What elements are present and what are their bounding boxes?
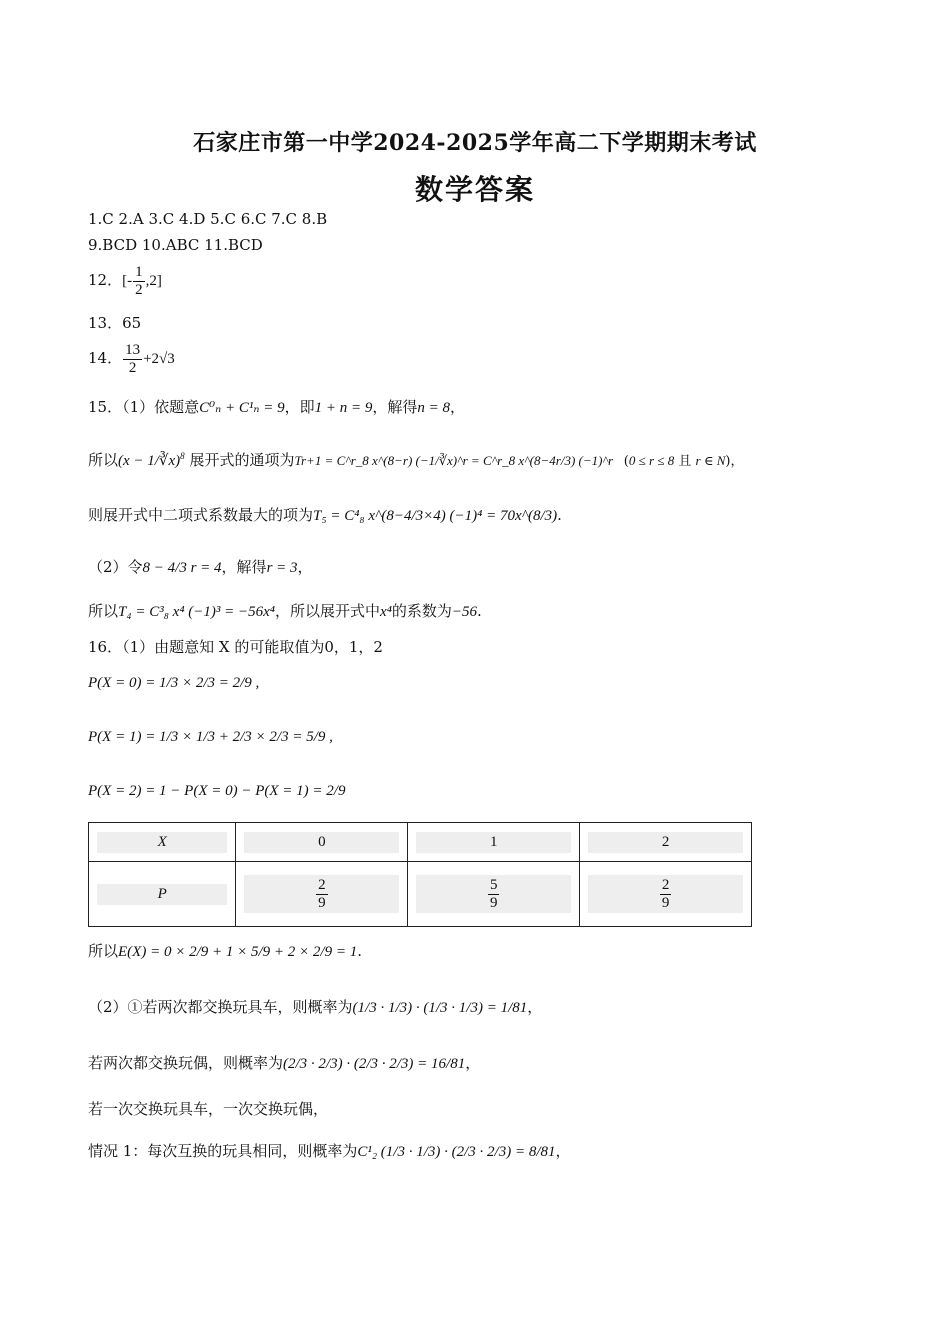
- table-header-cell: [89, 823, 236, 862]
- q15-text: ，解得: [372, 398, 418, 416]
- answer-12-pre: [-: [122, 273, 133, 289]
- q15-power: x⁴: [380, 604, 392, 620]
- q15-text: ，: [449, 398, 465, 416]
- mc-answers-line-1: 1.C 2.A 3.C 4.D 5.C 6.C 7.C 8.B: [88, 210, 328, 228]
- q15-coefficient: −56: [451, 604, 478, 620]
- q15-equation: 8 − 4/3 r = 4: [142, 560, 222, 576]
- q15-text: ，所以展开式中: [275, 602, 381, 620]
- fraction-denominator: 2: [135, 281, 143, 298]
- answer-12-label: 12．: [88, 271, 123, 289]
- q15-general-term: Tr+1 = C^r_8 x^(8−r) (−1/∛x)^r = C^r_8 x^(8−4r/3) (−1)^r: [294, 453, 614, 468]
- table-header-value: 1: [416, 832, 571, 853]
- q16-formula: (1/3 · 1/3) · (1/3 · 1/3) = 1/81: [352, 1000, 528, 1016]
- fraction-numerator: 2: [318, 877, 326, 893]
- document-title: 石家庄市第一中学2024-2025学年高二下学期期末考试: [193, 130, 757, 156]
- q16-formula: C¹₂ (1/3 · 1/3) · (2/3 · 2/3) = 8/81: [357, 1144, 556, 1160]
- table-cell: [236, 862, 408, 927]
- table-header-cell: [236, 823, 408, 862]
- answer-12-post: ,2]: [145, 273, 162, 289]
- q15-formula: 1 + n = 9: [314, 400, 373, 416]
- q15-formula: C⁰ₙ + C¹ₙ = 9: [199, 400, 285, 416]
- q15-text: ，即: [284, 398, 315, 416]
- q15-text: 15．（1）依题意: [88, 398, 200, 416]
- answer-14-label: 14．: [88, 349, 123, 367]
- table-header-row: [89, 823, 752, 862]
- q15-text: ，解得: [221, 558, 267, 576]
- mc-answers-line-2: 9.BCD 10.ABC 11.BCD: [88, 236, 263, 254]
- q16-part2-line-4: [88, 1144, 571, 1160]
- table-header-value: 2: [588, 832, 743, 853]
- q15-line-1: [88, 400, 465, 416]
- q16-part2-line-3: 若一次交换玩具车，一次交换玩偶，: [88, 1100, 329, 1118]
- q16-part2-line-2: [88, 1056, 480, 1072]
- q15-text: 则展开式中二项式系数最大的项为: [88, 506, 314, 524]
- answer-14: [88, 342, 175, 376]
- table-header-x: X: [97, 832, 227, 853]
- q15-text: 的系数为: [391, 602, 452, 620]
- answer-14-post: +2√3: [143, 351, 175, 367]
- q16-expectation: [88, 944, 362, 960]
- q15-condition: (0 ≤ r ≤ 8 且 r ∈ N)，: [623, 453, 744, 469]
- q15-text: 展开式的通项为: [189, 451, 295, 469]
- q15-max-term: T₅ = C⁴₈ x^(8−4/3×4) (−1)⁴ = 70x^(8/3): [313, 508, 558, 524]
- q16-text: （2）①若两次都交换玩具车，则概率为: [88, 998, 353, 1016]
- q15-text: 所以: [88, 451, 119, 469]
- q15-term-4: T₄ = C³₈ x⁴ (−1)³ = −56x⁴: [118, 604, 276, 620]
- table-header-value: 0: [244, 832, 399, 853]
- q15-text: 所以: [88, 602, 119, 620]
- distribution-table: [88, 822, 752, 927]
- q15-condition-and: 且: [678, 454, 692, 469]
- answer-13: 13．65: [88, 314, 142, 332]
- q15-text: ，: [297, 558, 313, 576]
- q15-text: .: [477, 602, 482, 620]
- fraction-denominator: 2: [128, 359, 137, 376]
- table-header-cell: [408, 823, 580, 862]
- q15-binomial-expression: (x − 1/∛x)$^8$: [118, 451, 185, 469]
- document-subtitle: 数学答案: [414, 173, 535, 206]
- fraction-numerator: 13: [125, 342, 141, 358]
- q16-text: ，: [527, 998, 543, 1016]
- q16-expectation-formula: E(X) = 0 × 2/9 + 1 × 5/9 + 2 × 2/9 = 1: [118, 944, 358, 960]
- q15-line-2: [88, 452, 743, 469]
- answer-12: [88, 264, 162, 298]
- q16-line-1: 16．（1）由题意知 X 的可能取值为0，1，2: [88, 638, 383, 656]
- q16-prob-0: P(X = 0) = 1/3 × 2/3 = 2/9 ,: [88, 675, 260, 691]
- table-row-label: P: [97, 884, 227, 905]
- q16-prob-1: P(X = 1) = 1/3 × 1/3 + 2/3 × 2/3 = 5/9 ,: [88, 729, 333, 745]
- table-cell: [89, 862, 236, 927]
- table-cell-fraction: [416, 875, 571, 913]
- q15-condition-range: 0 ≤ r ≤ 8: [628, 453, 675, 468]
- answer-14-fraction: [123, 342, 142, 376]
- table-cell: [408, 862, 580, 927]
- q16-part2-line-1: [88, 1000, 542, 1016]
- table-cell-fraction: [588, 875, 743, 913]
- fraction-denominator: 9: [318, 894, 326, 911]
- table-row: [89, 862, 752, 927]
- q15-text: （2）令: [88, 558, 143, 576]
- answer-12-fraction: [133, 264, 145, 298]
- q16-text: .: [357, 942, 362, 960]
- q16-formula: (2/3 · 2/3) · (2/3 · 2/3) = 16/81: [283, 1056, 466, 1072]
- q16-text: 所以: [88, 942, 119, 960]
- q15-line-4: [88, 560, 313, 576]
- q16-prob-2: P(X = 2) = 1 − P(X = 0) − P(X = 1) = 2/9: [88, 783, 346, 799]
- q15-solution: r = 3: [266, 560, 298, 576]
- fraction-numerator: 2: [661, 877, 670, 893]
- q15-text: .: [557, 506, 562, 524]
- q15-formula: n = 8: [417, 400, 450, 416]
- table-cell-fraction: [244, 875, 399, 913]
- table-cell: [580, 862, 752, 927]
- fraction-denominator: 9: [661, 894, 670, 911]
- q16-text: 若两次都交换玩偶，则概率为: [88, 1054, 284, 1072]
- q16-text: ，: [465, 1054, 481, 1072]
- q15-line-3: [88, 508, 562, 524]
- fraction-numerator: 1: [135, 264, 143, 280]
- fraction-numerator: 5: [489, 877, 498, 893]
- q15-condition-set: r ∈ N: [695, 453, 726, 468]
- fraction-denominator: 9: [489, 894, 498, 911]
- q16-text: 情况 1：每次互换的玩具相同，则概率为: [88, 1142, 358, 1160]
- q15-line-5: [88, 604, 482, 620]
- table-header-cell: [580, 823, 752, 862]
- q16-text: ，: [555, 1142, 571, 1160]
